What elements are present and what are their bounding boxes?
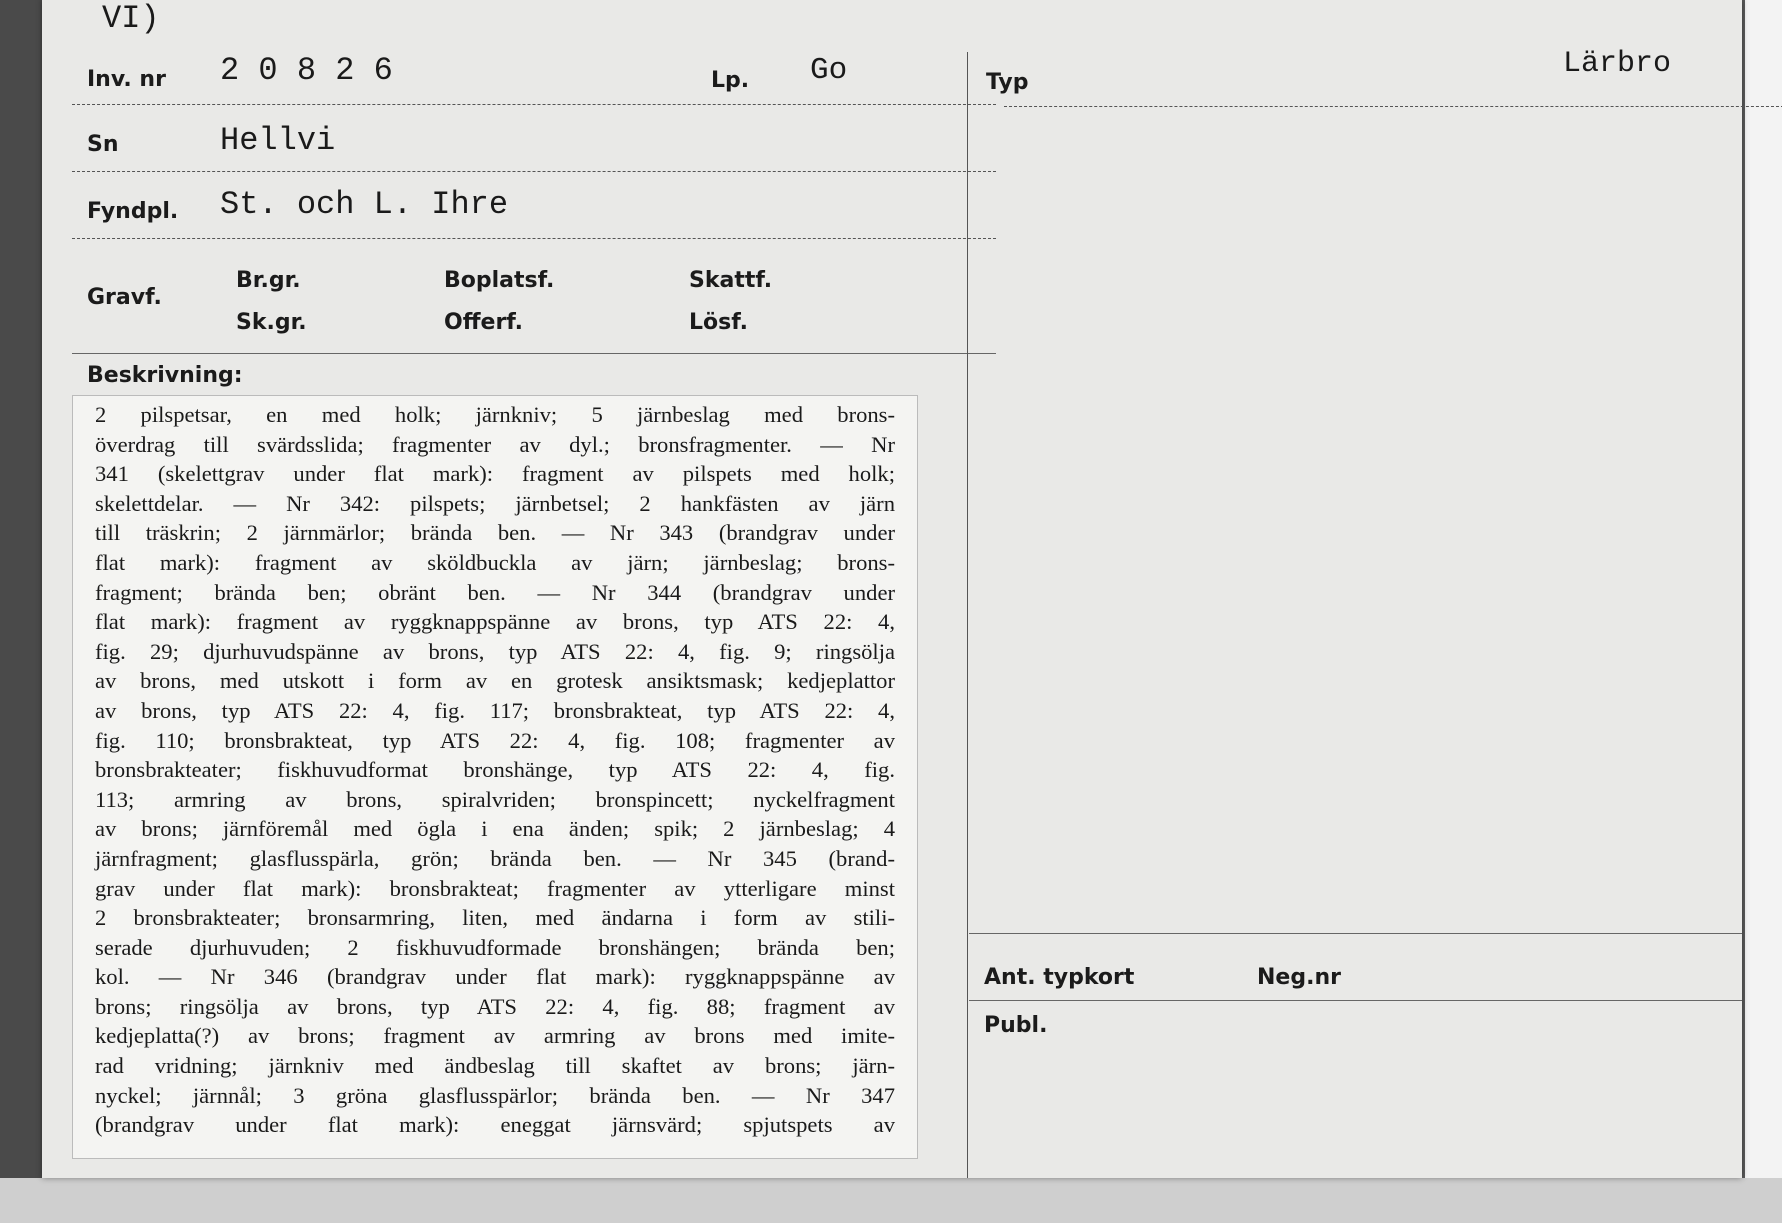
description-line: rad vridning; järnkniv med ändbeslag till skaftet av brons; järn- — [95, 1053, 895, 1079]
description-line: grav under flat mark): bronsbrakteat; fragmenter av ytterligare minst — [95, 875, 895, 901]
scan-background-bottom — [0, 1178, 1782, 1223]
corner-mark: VI) — [102, 0, 160, 37]
beskrivning-label: Beskrivning: — [87, 363, 243, 388]
description-line: av brons; järnföremål med ögla i ena änden; spik; 2 järnbeslag; 4 — [95, 816, 895, 842]
sn-label: Sn — [87, 132, 119, 157]
description-text — [95, 400, 895, 1140]
description-line: 2 pilspetsar, en med holk; järnkniv; 5 järnbeslag med brons- — [95, 402, 895, 427]
rule-gravf — [72, 353, 996, 354]
scan-background-right — [1745, 0, 1782, 1223]
description-line: nyckel; järnnål; 3 gröna glasflusspärlor; brända ben. — Nr 347 — [95, 1082, 895, 1108]
publ-label: Publ. — [984, 1013, 1048, 1038]
column-divider — [967, 52, 968, 1178]
description-line: (brandgrav under flat mark): eneggat järnsvärd; spjutspets av — [95, 1112, 895, 1138]
inv-nr-label: Inv. nr — [87, 67, 166, 92]
description-line: 2 bronsbrakteater; bronsarmring, liten, med ändarna i form av stili- — [95, 905, 895, 931]
rule-typ — [1004, 106, 1782, 107]
description-line: av brons, typ ATS 22: 4, fig. 117; bronsbrakteat, typ ATS 22: 4, — [95, 697, 895, 723]
rule-sn — [72, 171, 996, 172]
lp-label: Lp. — [711, 68, 750, 93]
rule-inv — [72, 104, 996, 105]
description-line: serade djurhuvuden; 2 fiskhuvudformade bronshängen; brända ben; — [95, 934, 895, 960]
description-line: kedjeplatta(?) av brons; fragment av armring av brons med imite- — [95, 1023, 895, 1049]
rule-publ-top — [969, 1000, 1742, 1001]
lp-value: Go — [810, 53, 848, 88]
description-line: järnfragment; glasflusspärla, grön; brända ben. — Nr 345 (brand- — [95, 845, 895, 871]
losf-label: Lösf. — [689, 310, 748, 335]
fyndpl-label: Fyndpl. — [87, 199, 179, 224]
neg-nr-label: Neg.nr — [1257, 965, 1341, 990]
boplatsf-label: Boplatsf. — [444, 268, 555, 293]
description-line: skelettdelar. — Nr 342: pilspets; järnbetsel; 2 hankfästen av järn — [95, 490, 895, 516]
description-line: 341 (skelettgrav under flat mark): fragment av pilspets med holk; — [95, 461, 895, 487]
description-line: flat mark): fragment av sköldbuckla av järn; järnbeslag; brons- — [95, 549, 895, 575]
description-line: 113; armring av brons, spiralvriden; bronspincett; nyckelfragment — [95, 786, 895, 812]
gravf-label: Gravf. — [87, 285, 162, 310]
br-gr-label: Br.gr. — [236, 268, 301, 293]
skattf-label: Skattf. — [689, 268, 773, 293]
description-line: till träskrin; 2 järnmärlor; brända ben. — Nr 343 (brandgrav under — [95, 520, 895, 546]
description-line: brons; ringsölja av brons, typ ATS 22: 4, fig. 88; fragment av — [95, 993, 895, 1019]
rule-fyndpl — [72, 238, 996, 239]
scan-edge-left — [0, 0, 42, 1178]
fyndpl-value: St. och L. Ihre — [220, 186, 509, 223]
typ-label: Typ — [986, 70, 1029, 95]
sn-value: Hellvi — [220, 122, 336, 159]
sk-gr-label: Sk.gr. — [236, 310, 307, 335]
ant-typkort-label: Ant. typkort — [984, 965, 1135, 990]
description-line: kol. — Nr 346 (brandgrav under flat mark): ryggknappspänne av — [95, 964, 895, 990]
description-line: bronsbrakteater; fiskhuvudformat bronshänge, typ ATS 22: 4, fig. — [95, 757, 895, 783]
description-slip — [72, 395, 918, 1159]
description-line: fragment; brända ben; obränt ben. — Nr 344 (brandgrav under — [95, 579, 895, 605]
description-line: fig. 29; djurhuvudspänne av brons, typ ATS 22: 4, fig. 9; ringsölja — [95, 638, 895, 664]
offerf-label: Offerf. — [444, 310, 524, 335]
description-line: av brons, med utskott i form av en grotesk ansiktsmask; kedjeplattor — [95, 668, 895, 694]
inv-nr-value: 2 0 8 2 6 — [220, 52, 393, 89]
typ-value: Lärbro — [1563, 47, 1672, 81]
description-line: flat mark): fragment av ryggknappspänne av brons, typ ATS 22: 4, — [95, 609, 895, 635]
rule-ant-typkort-top — [969, 933, 1742, 934]
description-line: fig. 110; bronsbrakteat, typ ATS 22: 4, fig. 108; fragmenter av — [95, 727, 895, 753]
description-line: överdrag till svärdsslida; fragmenter av dyl.; bronsfragmenter. — Nr — [95, 431, 895, 457]
